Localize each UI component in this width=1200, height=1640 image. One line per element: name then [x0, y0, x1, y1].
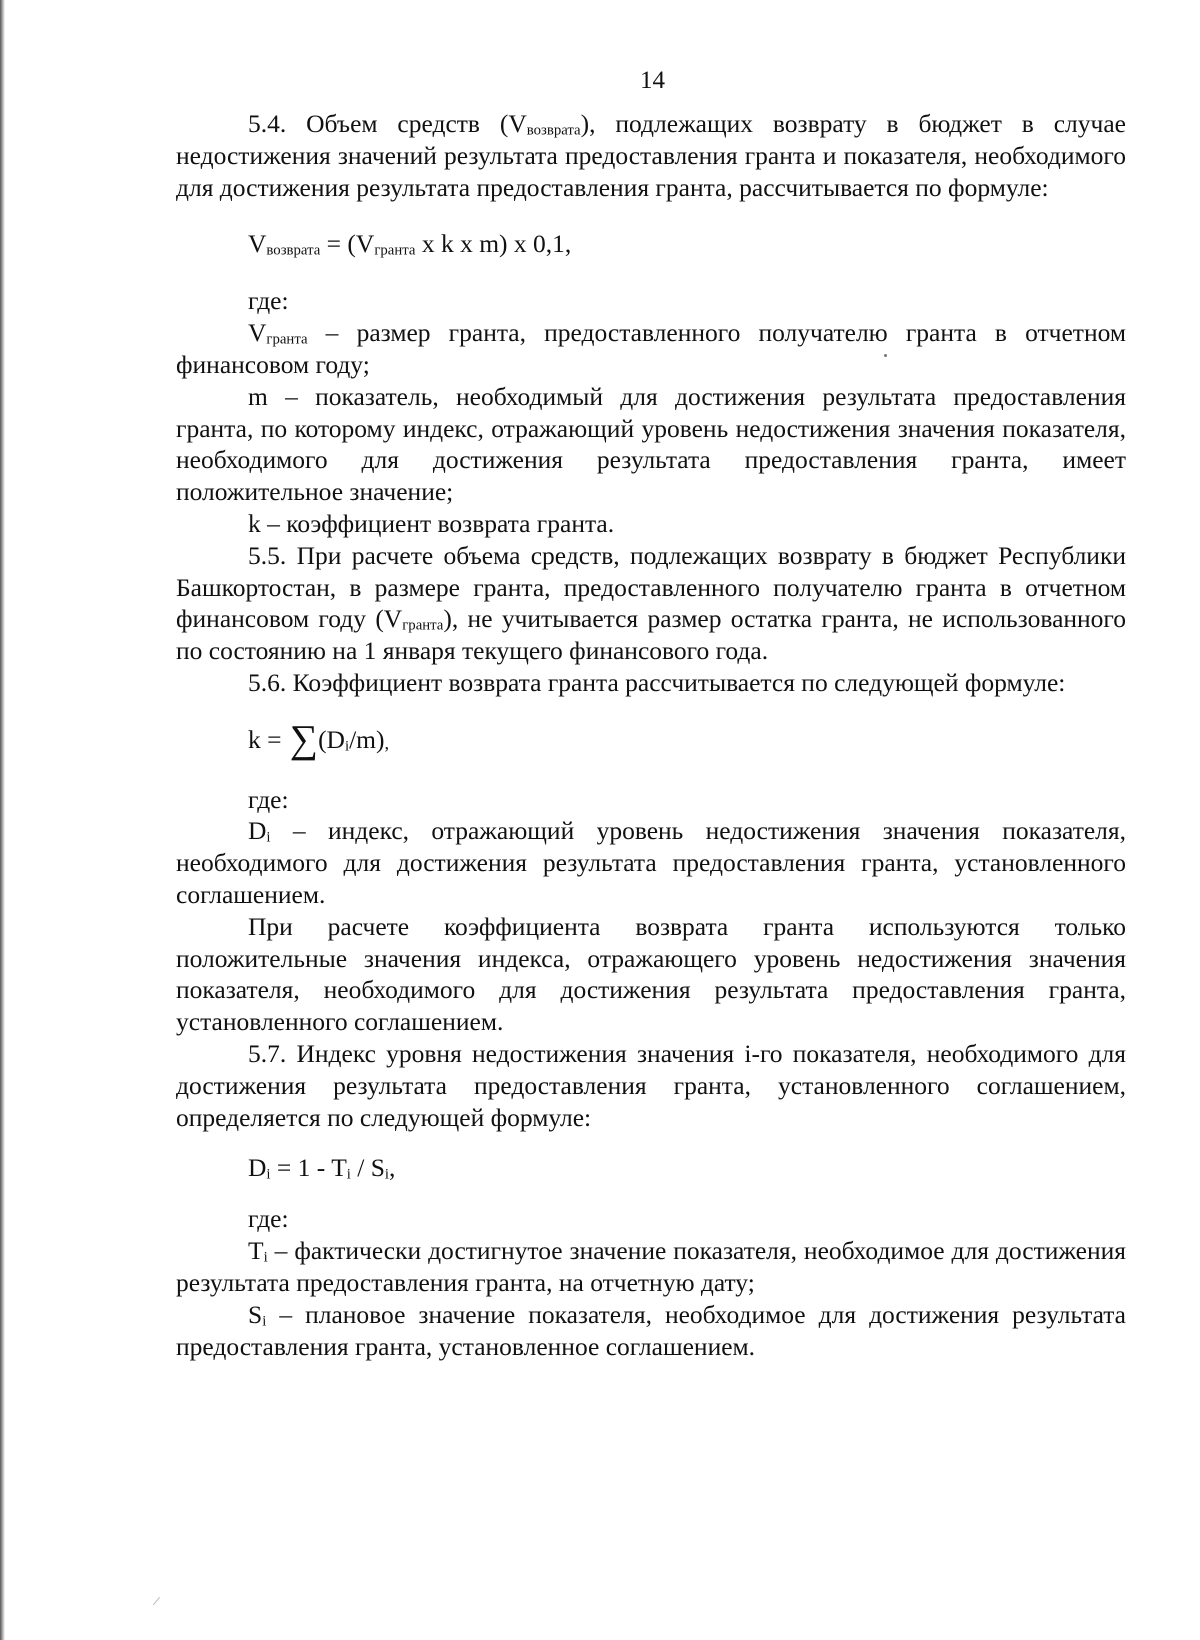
text: ), подлежащих возврату в бюджет в случае недостижения значений результата предоставления гранта и показателя, необходимого для достижения результата предоставления гранта, рассчитывается по формуле:	[176, 109, 1126, 202]
where-label: где:	[248, 286, 289, 316]
formula-text: = (V	[320, 229, 375, 259]
paragraph-5-4	[176, 108, 1126, 203]
formula-text: /m)	[349, 724, 385, 754]
paragraph-calculation: При расчете коэффициента возврата гранта используются только положительные значения индекса, отражающего уровень недостижения значения показателя, необходимого для достижения результата предоставления гранта, установленного соглашением.	[176, 911, 1126, 1037]
subscript: гранта	[374, 243, 416, 260]
where-label: где:	[248, 784, 289, 814]
text: ), не учитывается размер остатка гранта, не использованного по состоянию на 1 января текущего финансового года.	[176, 604, 1126, 666]
formula-text: ,	[389, 1153, 396, 1183]
subscript: гранта	[266, 331, 308, 348]
document-body	[176, 108, 1126, 1362]
formula-text: (D	[318, 724, 345, 754]
subscript: гранта	[402, 618, 444, 635]
sum-icon: ∑	[289, 716, 319, 761]
paragraph-5-6: 5.6. Коэффициент возврата гранта рассчитывается по следующей формуле:	[248, 667, 1066, 697]
subscript: i	[344, 738, 350, 755]
text: 5.5. При расчете объема средств, подлежащих возврату в бюджет Республики Башкортостан, в размере гранта, предоставленного получателю гранта в отчетном финансовом году (V	[176, 540, 1126, 634]
text: 5.4. Объем средств (V	[248, 109, 527, 138]
paragraph-5-7: 5.7. Индекс уровня недостижения значения i-го показателя, необходимого для достижения результата предоставления гранта, установленного соглашением, определяется по следующей формуле:	[176, 1039, 1126, 1132]
text: – плановое значение показателя, необходимое для достижения результата предоставления гранта, установленное соглашением.	[176, 1299, 1126, 1361]
subscript: возврата	[266, 243, 321, 260]
formula-k	[176, 716, 1126, 761]
where-label: где:	[248, 1204, 289, 1234]
definition-v-granta	[176, 317, 1126, 381]
symbol: D	[248, 816, 267, 846]
formula-text: k =	[248, 724, 288, 754]
symbol: T	[248, 1236, 264, 1266]
definition-m: m – показатель, необходимый для достижения результата предоставления гранта, по которому индекс, отражающий уровень недостижения значения показателя, необходимого для достижения результата предоставления гранта, имеет положительное значение;	[176, 381, 1126, 507]
formula-text: / S	[350, 1153, 385, 1183]
subscript: i	[266, 1167, 271, 1184]
subscript: i	[266, 830, 271, 847]
definition-ti	[176, 1235, 1126, 1299]
formula-di	[176, 1151, 1126, 1185]
text: – фактически достигнутое значение показателя, необходимое для достижения результата предоставления гранта, на отчетную дату;	[176, 1236, 1126, 1298]
formula-symbol: D	[248, 1153, 267, 1183]
definition-di	[176, 815, 1126, 910]
page-number: 14	[640, 67, 665, 94]
formula-text: = 1 - T	[270, 1153, 347, 1183]
definition-si	[176, 1299, 1126, 1363]
definition-k: k – коэффициент возврата гранта.	[248, 508, 615, 538]
scan-edge-shadow	[0, 0, 5, 1640]
scan-mark	[153, 1597, 160, 1605]
subscript: i	[384, 1167, 390, 1184]
formula-v-vozvrata	[176, 227, 1126, 261]
formula-symbol: V	[248, 229, 267, 259]
text: – индекс, отражающий уровень недостижения значения показателя, необходимого для достижения результата предоставления гранта, установленного соглашением.	[176, 816, 1126, 910]
scan-speck	[884, 354, 887, 357]
paragraph-5-5	[176, 540, 1126, 667]
subscript: i	[346, 1167, 351, 1184]
subscript: возврата	[526, 122, 581, 139]
symbol: V	[248, 318, 267, 348]
formula-text: ,	[384, 732, 390, 753]
subscript: i	[262, 1313, 267, 1330]
subscript: i	[263, 1249, 268, 1266]
formula-text: x k x m) x 0,1,	[415, 229, 572, 259]
text: – размер гранта, предоставленного получателю гранта в отчетном финансовом году;	[176, 318, 1126, 379]
symbol: S	[248, 1299, 263, 1329]
